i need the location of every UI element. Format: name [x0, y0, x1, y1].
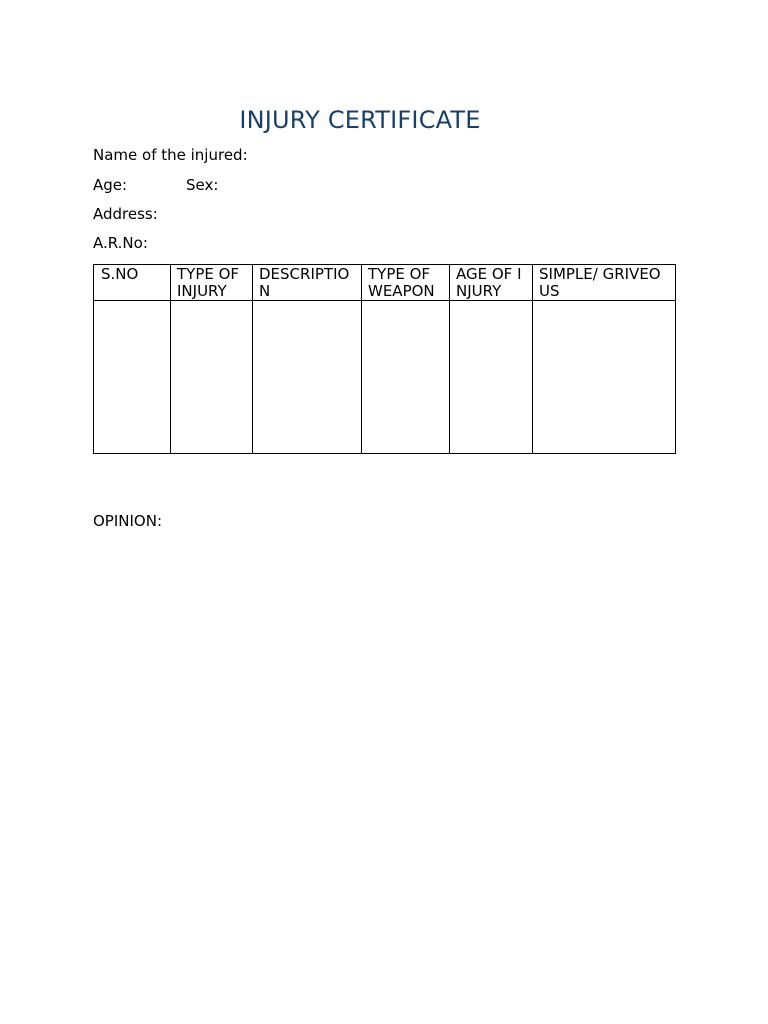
page-title: INJURY CERTIFICATE [239, 106, 481, 134]
address-label: Address: [93, 205, 158, 223]
table-cell-type-of-weapon [362, 301, 450, 454]
table-cell-description [253, 301, 362, 454]
column-header-sno: S.NO [94, 265, 171, 301]
table-row [94, 301, 676, 454]
ar-no-label: A.R.No: [93, 234, 148, 252]
column-header-type-of-injury: TYPE OF INJURY [171, 265, 253, 301]
table-cell-simple-griveous [533, 301, 676, 454]
name-of-injured-label: Name of the injured: [93, 146, 248, 164]
column-header-type-of-weapon: TYPE OF WEAPON [362, 265, 450, 301]
table-header-row [94, 265, 676, 301]
table-cell-sno [94, 301, 171, 454]
column-header-description: DESCRIPTION [253, 265, 362, 301]
column-header-simple-griveous: SIMPLE/ GRIVEOUS [533, 265, 676, 301]
injury-table [93, 264, 676, 454]
column-header-age-of-injury: AGE OF INJURY [450, 265, 533, 301]
age-label: Age: [93, 176, 128, 194]
opinion-label: OPINION: [93, 512, 163, 530]
table-cell-type-of-injury [171, 301, 253, 454]
sex-label: Sex: [186, 176, 219, 194]
table-cell-age-of-injury [450, 301, 533, 454]
